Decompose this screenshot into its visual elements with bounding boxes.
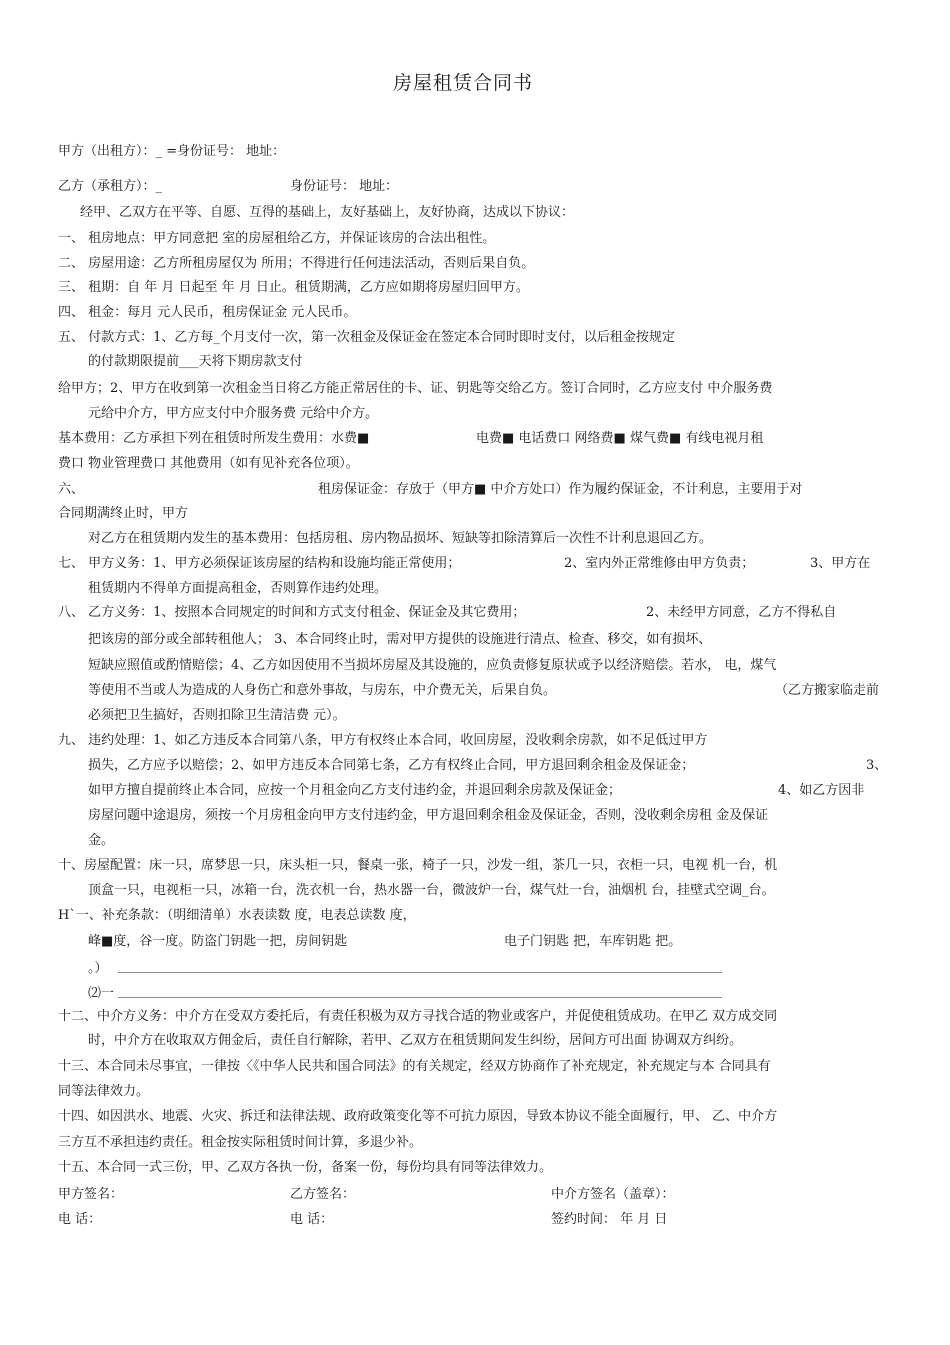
clause-13-line-1: 十三、本合同未尽事宜，一律按〈《中华人民共和国合同法》的有关规定，经双方协商作了补充规定，补充规定与本 合同具有 [58, 1059, 771, 1074]
party-b-info: 乙方（承租方）：_ [58, 179, 163, 194]
party-b-phone-label: 电 话： [290, 1212, 334, 1227]
clause-9-line-3b: 4、如乙方因非 [778, 783, 865, 798]
clause-11-line-2a: 峰■度，谷一度。防盗门钥匙一把，房间钥匙 [88, 934, 348, 949]
clause-9-line-2b: 3、 [866, 758, 888, 773]
clause-6-line-2: 合同期满终止时，甲方 [58, 506, 189, 521]
clause-1: 一、 租房地点：甲方同意把 室的房屋租给乙方，并保证该房的合法出租性。 [58, 231, 496, 246]
clause-15: 十五、本合同一式三份，甲、乙双方各执一份，备案一份，每份均具有同等法律效力。 [58, 1160, 553, 1175]
agent-signature-label: 中介方签名（盖章）： [551, 1187, 675, 1202]
clause-7-line-2: 租赁期内不得单方面提高租金，否则算作违约处理。 [88, 581, 388, 596]
clause-8-line-3: 短缺应照值或酌情赔偿；4、乙方如因使用不当损坏房屋及其设施的，应负责修复原状或予以经济赔偿。若水， 电，煤气 [88, 658, 777, 673]
clause-6-line-1: 租房保证金：存放于（甲方■ 中介方处口）作为履约保证金，不计利息，主要用于对 [318, 482, 803, 497]
clause-8-line-1b: 2、未经甲方同意，乙方不得私自 [646, 605, 837, 620]
clause-7-line-1a: 七、 甲方义务：1、甲方必须保证该房屋的结构和设施均能正常使用； [58, 556, 461, 571]
clause-7-line-1c: 3、甲方在 [810, 556, 871, 571]
signing-date-label: 签约时间： 年 月 日 [551, 1212, 668, 1227]
clause-10-line-2: 顶盒一只，电视柜一只，冰箱一台，洗衣机一台，热水器一台，微波炉一台，煤气灶一台，油烟机 台，挂壁式空调_台。 [88, 883, 775, 898]
clause-8-line-4a: 等使用不当或人为造成的人身伤亡和意外事故，与房东，中介费无关，后果自负。 [88, 683, 557, 698]
clause-11-line-1: H`一、补充条款：（明细清单）水表读数 度，电表总读数 度， [58, 908, 416, 923]
preamble: 经甲、乙双方在平等、自愿、互得的基础上，友好基础上，友好协商，达成以下协议： [80, 205, 575, 220]
supplement-item-1: 。） [88, 961, 108, 976]
supplement-line-2 [118, 997, 722, 998]
clause-9-line-5: 金。 [88, 833, 115, 848]
clause-12-line-1: 十二、中介方义务：中介方在受双方委托后，有责任积极为双方寻找合适的物业或客户，并促使租赁成功。在甲乙 双方成交同 [58, 1009, 778, 1024]
party-b-signature-label: 乙方签名： [290, 1187, 356, 1202]
clause-4: 四、 租金：每月 元人民币，租房保证金 元人民币。 [58, 305, 357, 320]
clause-8-line-1a: 八、 乙方义务：1、按照本合同规定的时间和方式支付租金、保证金及其它费用； [58, 605, 526, 620]
clause-11-line-2b: 电子门钥匙 把，车库钥匙 把。 [504, 934, 682, 949]
supplement-item-2: ⑵一 [88, 986, 115, 1001]
party-a-signature-label: 甲方签名： [58, 1187, 124, 1202]
clause-5-line-2: 的付款期限提前___天将下期房款支付 [88, 354, 303, 369]
clause-13-line-2: 同等法律效力。 [58, 1084, 150, 1099]
basic-fees-line-2: 费口 物业管理费口 其他费用（如有见补充各位项）。 [58, 456, 359, 471]
basic-fees-line-1a: 基本费用：乙方承担下列在租赁时所发生费用：水费■ [58, 431, 370, 446]
party-b-id-address: 身份证号： 地址： [290, 179, 399, 194]
basic-fees-line-1b: 电费■ 电话费口 网络费■ 煤气费■ 有线电视月租 [476, 431, 764, 446]
clause-3: 三、 租期：自 年 月 日起至 年 月 日止。租赁期满，乙方应如期将房屋归回甲方。 [58, 280, 529, 295]
party-a-phone-label: 电 话： [58, 1212, 102, 1227]
clause-8-line-5: 必须把卫生搞好，否则扣除卫生清洁费 元）。 [88, 708, 346, 723]
clause-9-line-3a: 如甲方擅自提前终止本合同，应按一个月租金向乙方支付违约金，并退回剩余房款及保证金； [88, 783, 622, 798]
clause-6-line-3: 对乙方在租赁期内发生的基本费用：包括房租、房内物品损坏、短缺等扣除清算后一次性不计利息退回乙方。 [88, 531, 713, 546]
clause-9-line-1: 九、 违约处理：1、如乙方违反本合同第八条，甲方有权终止本合同，收回房屋，没收剩余房款，如不足低过甲方 [58, 733, 708, 748]
clause-14-line-2: 三方互不承担违约责任。租金按实际租赁时间计算，多退少补。 [58, 1135, 423, 1150]
clause-2: 二、 房屋用途：乙方所租房屋仅为 所用；不得进行任何违法活动，否则后果自负。 [58, 256, 535, 271]
clause-9-line-4: 房屋问题中途退房，须按一个月房租金向甲方支付违约金，甲方退回剩余租金及保证金，否则，没收剩余房租 金及保证 [88, 808, 769, 823]
clause-10-line-1: 十、房屋配置：床一只，席梦思一只，床头柜一只，餐桌一张，椅子一只，沙发一组，茶几一只，衣柜一只，电视 机一台，机 [58, 858, 778, 873]
clause-5-line-3: 给甲方；2、甲方在收到第一次租金当日将乙方能正常居住的卡、证、钥匙等交给乙方。签订合同时，乙方应支付 中介服务费 [58, 381, 773, 396]
supplement-line-1 [118, 972, 722, 973]
document-title: 房屋租赁合同书 [393, 72, 534, 94]
clause-5-line-1: 五、 付款方式：1、乙方每_个月支付一次，第一次租金及保证金在签定本合同时即时支付，以后租金按规定 [58, 330, 675, 345]
clause-8-line-2: 把该房的部分或全部转租他人； 3、本合同终止时，需对甲方提供的设施进行清点、检查、移交，如有损坏、 [88, 632, 712, 647]
clause-14-line-1: 十四、如因洪水、地震、火灾、拆迁和法律法规、政府政策变化等不可抗力原因，导致本协议不能全面履行，甲、 乙、中介方 [58, 1109, 778, 1124]
clause-6-number: 六、 [58, 482, 85, 497]
clause-9-line-2a: 损失，乙方应予以赔偿；2、如甲方违反本合同第七条，乙方有权终止合同，甲方退回剩余租金及保证金； [88, 758, 695, 773]
clause-7-line-1b: 2、室内外正常维修由甲方负责； [564, 556, 755, 571]
clause-12-line-2: 时，中介方在收取双方佣金后，责任自行解除，若甲、乙双方在租赁期间发生纠纷，居间方可出面 协调双方纠纷。 [88, 1033, 743, 1048]
clause-8-line-4b: （乙方搬家临走前 [775, 683, 880, 698]
party-a-info: 甲方（出租方）：_ =身份证号： 地址： [58, 144, 286, 159]
clause-5-line-4: 元给中介方，甲方应支付中介服务费 元给中介方。 [88, 406, 379, 421]
